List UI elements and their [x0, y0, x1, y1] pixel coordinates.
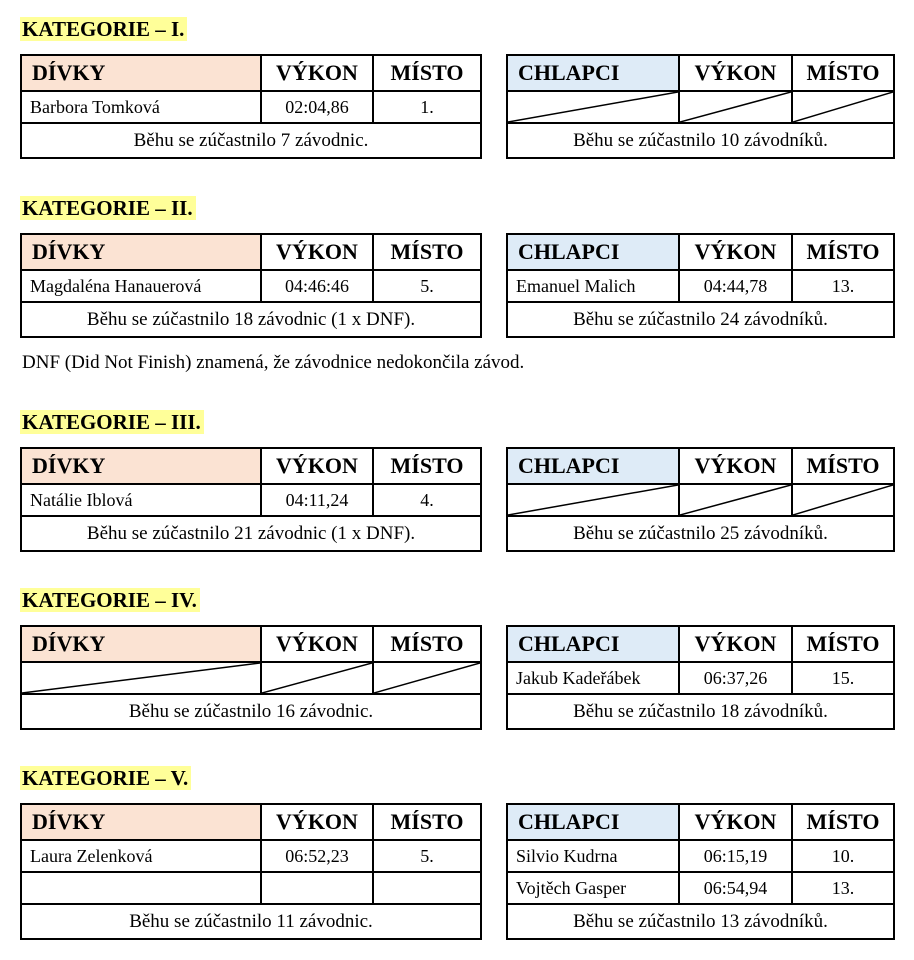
athlete-time: 04:11,24: [261, 484, 373, 516]
table-row: [21, 91, 481, 123]
participants-note: Běhu se zúčastnilo 25 závodníků.: [507, 516, 894, 551]
athlete-name: Barbora Tomková: [21, 91, 261, 123]
table-row: [21, 484, 481, 516]
time-header: VÝKON: [261, 55, 373, 91]
participants-note: Běhu se zúčastnilo 24 závodníků.: [507, 302, 894, 337]
place-header: MÍSTO: [792, 55, 894, 91]
athlete-time: 02:04,86: [261, 91, 373, 123]
participants-note: Běhu se zúčastnilo 13 závodníků.: [507, 904, 894, 939]
athlete-name: Vojtěch Gasper: [507, 872, 679, 904]
participants-note: Běhu se zúčastnilo 7 závodnic.: [21, 123, 481, 158]
time-header: VÝKON: [261, 626, 373, 662]
table-row: [507, 662, 894, 694]
time-header: VÝKON: [261, 448, 373, 484]
boys-header: CHLAPCI: [507, 234, 679, 270]
time-header: VÝKON: [679, 804, 792, 840]
athlete-place: 10.: [792, 840, 894, 872]
boys-results-table: [506, 625, 895, 730]
place-header: MÍSTO: [373, 55, 481, 91]
category-title: KATEGORIE – I.: [20, 17, 187, 41]
participants-note: Běhu se zúčastnilo 21 závodnic (1 x DNF).: [21, 516, 481, 551]
girls-header: DÍVKY: [21, 804, 261, 840]
boys-results-table: [506, 233, 895, 338]
athlete-name: Silvio Kudrna: [507, 840, 679, 872]
athlete-time: 06:54,94: [679, 872, 792, 904]
place-header: MÍSTO: [792, 448, 894, 484]
athlete-place: [373, 872, 481, 904]
place-header: MÍSTO: [792, 234, 894, 270]
table-row: [21, 270, 481, 302]
boys-results-table: [506, 803, 895, 940]
participants-note: Běhu se zúčastnilo 10 závodníků.: [507, 123, 894, 158]
athlete-name: Jakub Kadeřábek: [507, 662, 679, 694]
empty-cell-diagonal: [507, 91, 679, 123]
boys-header: CHLAPCI: [507, 804, 679, 840]
girls-results-table: [20, 803, 482, 940]
dnf-note: DNF (Did Not Finish) znamená, že závodnice nedokončila závod.: [22, 352, 525, 373]
boys-header: CHLAPCI: [507, 55, 679, 91]
girls-results-table: [20, 447, 482, 552]
girls-header: DÍVKY: [21, 234, 261, 270]
table-row: [21, 872, 481, 904]
empty-cell-diagonal: [792, 484, 894, 516]
time-header: VÝKON: [261, 234, 373, 270]
time-header: VÝKON: [679, 234, 792, 270]
boys-results-table: [506, 54, 895, 159]
athlete-time: [261, 872, 373, 904]
participants-note: Běhu se zúčastnilo 11 závodnic.: [21, 904, 481, 939]
athlete-place: 1.: [373, 91, 481, 123]
athlete-name: [21, 872, 261, 904]
girls-header: DÍVKY: [21, 626, 261, 662]
table-row: [21, 840, 481, 872]
girls-header: DÍVKY: [21, 55, 261, 91]
table-row: [507, 872, 894, 904]
category-title: KATEGORIE – III.: [20, 410, 204, 434]
athlete-name: Emanuel Malich: [507, 270, 679, 302]
athlete-place: 13.: [792, 872, 894, 904]
girls-results-table: [20, 54, 482, 159]
participants-note: Běhu se zúčastnilo 18 závodníků.: [507, 694, 894, 729]
category-title: KATEGORIE – V.: [20, 766, 191, 790]
girls-header: DÍVKY: [21, 448, 261, 484]
athlete-time: 04:44,78: [679, 270, 792, 302]
empty-cell-diagonal: [373, 662, 481, 694]
empty-cell-diagonal: [507, 484, 679, 516]
place-header: MÍSTO: [792, 804, 894, 840]
category-title: KATEGORIE – II.: [20, 196, 196, 220]
place-header: MÍSTO: [373, 234, 481, 270]
place-header: MÍSTO: [373, 626, 481, 662]
empty-row: [507, 91, 894, 123]
athlete-name: Magdaléna Hanauerová: [21, 270, 261, 302]
participants-note: Běhu se zúčastnilo 18 závodnic (1 x DNF).: [21, 302, 481, 337]
time-header: VÝKON: [261, 804, 373, 840]
girls-results-table: [20, 625, 482, 730]
table-row: [507, 840, 894, 872]
empty-row: [507, 484, 894, 516]
time-header: VÝKON: [679, 55, 792, 91]
athlete-place: 4.: [373, 484, 481, 516]
category-title: KATEGORIE – IV.: [20, 588, 200, 612]
empty-cell-diagonal: [679, 484, 792, 516]
place-header: MÍSTO: [373, 804, 481, 840]
athlete-place: 5.: [373, 270, 481, 302]
athlete-name: Natálie Iblová: [21, 484, 261, 516]
athlete-time: 06:37,26: [679, 662, 792, 694]
girls-results-table: [20, 233, 482, 338]
athlete-time: 06:52,23: [261, 840, 373, 872]
empty-cell-diagonal: [261, 662, 373, 694]
participants-note: Běhu se zúčastnilo 16 závodnic.: [21, 694, 481, 729]
table-row: [507, 270, 894, 302]
athlete-place: 13.: [792, 270, 894, 302]
place-header: MÍSTO: [373, 448, 481, 484]
empty-cell-diagonal: [679, 91, 792, 123]
athlete-time: 06:15,19: [679, 840, 792, 872]
athlete-time: 04:46:46: [261, 270, 373, 302]
athlete-place: 15.: [792, 662, 894, 694]
time-header: VÝKON: [679, 626, 792, 662]
athlete-name: Laura Zelenková: [21, 840, 261, 872]
empty-cell-diagonal: [21, 662, 261, 694]
boys-header: CHLAPCI: [507, 448, 679, 484]
empty-row: [21, 662, 481, 694]
place-header: MÍSTO: [792, 626, 894, 662]
time-header: VÝKON: [679, 448, 792, 484]
boys-header: CHLAPCI: [507, 626, 679, 662]
empty-cell-diagonal: [792, 91, 894, 123]
boys-results-table: [506, 447, 895, 552]
athlete-place: 5.: [373, 840, 481, 872]
